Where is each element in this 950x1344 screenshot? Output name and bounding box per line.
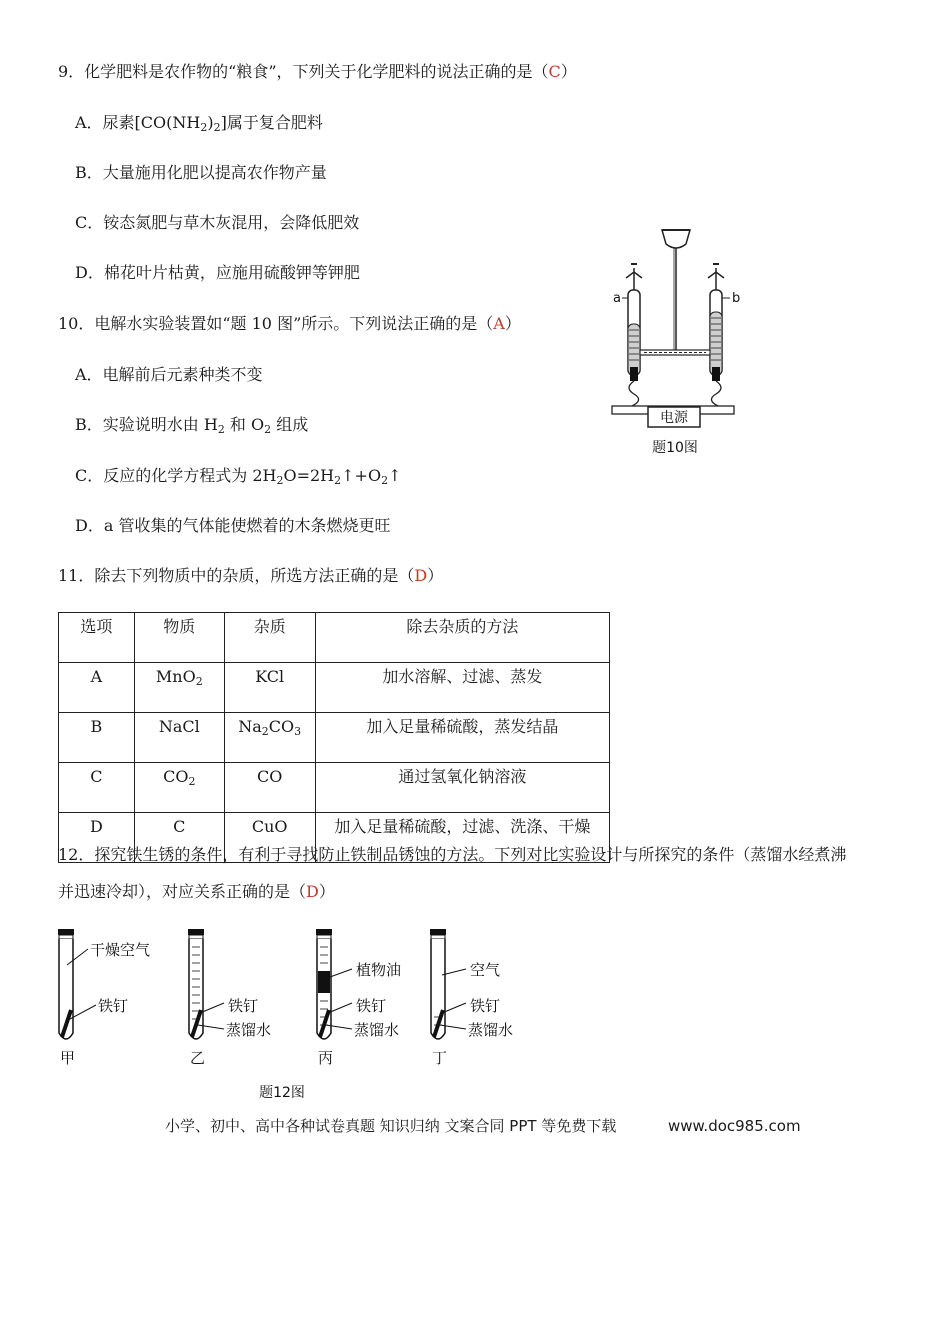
svg-text:丁: 丁	[432, 1049, 448, 1067]
q9-option-d: D．棉花叶片枯黄，应施用硫酸钾等钾肥	[75, 263, 360, 282]
table-header: 物质	[134, 613, 224, 663]
svg-text:铁钉: 铁钉	[228, 997, 259, 1015]
footer-url[interactable]: www.doc985.com	[668, 1117, 801, 1135]
q12-answer: D	[306, 882, 319, 901]
svg-text:乙: 乙	[190, 1049, 206, 1067]
q11-table	[58, 612, 610, 863]
rust-experiment-figure	[50, 925, 540, 1105]
table-row: B NaCl $Na_2CO_3$ 加入足量稀硫酸，蒸发结晶	[59, 713, 610, 763]
svg-text:蒸馏水: 蒸馏水	[468, 1021, 514, 1039]
q10-option-a: A．电解前后元素种类不变	[75, 365, 263, 384]
table-row: C $CO_2$ CO 通过氢氧化钠溶液	[59, 763, 610, 813]
svg-text:空气: 空气	[470, 961, 501, 979]
power-label: 电源	[660, 410, 688, 426]
svg-text:蒸馏水: 蒸馏水	[354, 1021, 400, 1039]
q10-option-c: C．反应的化学方程式为 $2H_2O=2H_2↑+O_2↑$	[75, 466, 402, 487]
svg-text:蒸馏水: 蒸馏水	[226, 1021, 272, 1039]
q9-option-c: C．铵态氮肥与草木灰混用，会降低肥效	[75, 213, 360, 232]
q11-stem: 11．除去下列物质中的杂质，所选方法正确的是（D）	[58, 566, 444, 585]
table-header: 杂质	[224, 613, 315, 663]
footer-text: 小学、初中、高中各种试卷真题 知识归纳 文案合同 PPT 等免费下载	[165, 1117, 617, 1135]
q12-stem-line1: 12．探究铁生锈的条件，有利于寻找防止铁制品锈蚀的方法。下列对比实验设计与所探究的条件（蒸馏水经煮沸	[58, 845, 847, 864]
electrolysis-figure	[600, 222, 750, 462]
q10-answer: A	[493, 314, 505, 333]
svg-text:铁钉: 铁钉	[98, 997, 129, 1015]
figure10-caption: 题10图	[652, 440, 698, 456]
tube-bing	[316, 929, 352, 1039]
table-row: D C CuO 加入足量稀硫酸，过滤、洗涤、干燥	[59, 813, 610, 863]
tube-ding	[430, 929, 466, 1039]
q10-option-d: D．a 管收集的气体能使燃着的木条燃烧更旺	[75, 516, 391, 535]
q12-stem-line2: 并迅速冷却），对应关系正确的是（D）	[58, 882, 335, 901]
svg-text:甲: 甲	[60, 1049, 76, 1067]
label-b: b	[732, 291, 741, 306]
svg-text:铁钉: 铁钉	[470, 997, 501, 1015]
figure12-caption: 题12图	[259, 1085, 305, 1101]
q9-answer: C	[548, 62, 561, 81]
svg-text:丙: 丙	[318, 1049, 334, 1067]
q9-stem: 9．化学肥料是农作物的“粮食”，下列关于化学肥料的说法正确的是（C）	[58, 62, 577, 81]
svg-text:铁钉: 铁钉	[356, 997, 387, 1015]
q9-option-b: B．大量施用化肥以提高农作物产量	[75, 163, 327, 182]
tube-yi	[188, 929, 224, 1039]
q10-option-b: B．实验说明水由 $H_2$ 和 $O_2$ 组成	[75, 415, 309, 436]
svg-text:植物油: 植物油	[356, 961, 402, 979]
table-header-row	[59, 613, 610, 663]
table-header: 除去杂质的方法	[315, 613, 609, 663]
q9-option-a: A．尿素$[CO(NH_2)_2]$属于复合肥料	[75, 113, 323, 134]
table-row: A MnO$_2$ KCl 加水溶解、过滤、蒸发	[59, 663, 610, 713]
label-a: a	[613, 291, 621, 306]
q10-stem: 10．电解水实验装置如“题 10 图”所示。下列说法正确的是（A）	[58, 314, 521, 333]
q11-answer: D	[414, 566, 428, 585]
table-header: 选项	[59, 613, 135, 663]
svg-text:干燥空气: 干燥空气	[90, 941, 151, 959]
